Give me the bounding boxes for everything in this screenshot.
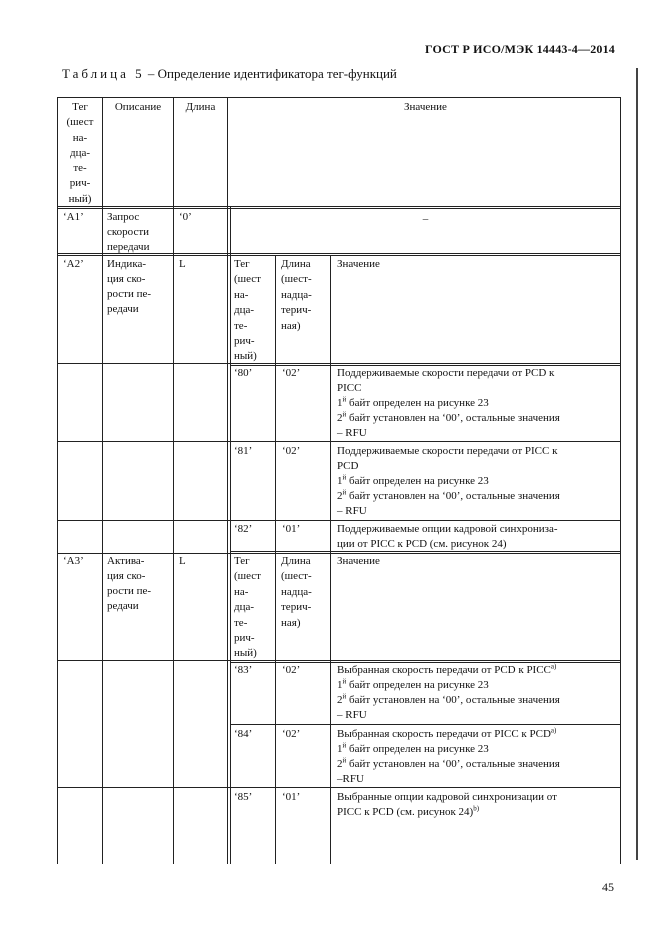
- row-a2-tag: ‘A2’: [63, 258, 84, 270]
- row-a1-description: Запрос скорости передачи: [107, 211, 150, 253]
- page-number: 45: [602, 880, 614, 894]
- sub-row-length: ‘01’: [282, 523, 301, 535]
- col-header-length: Длина: [185, 101, 216, 113]
- sub-row-tag: ‘80’: [234, 367, 253, 379]
- sub-row-length: ‘02’: [282, 728, 301, 740]
- row-a1-tag: ‘A1’: [63, 211, 84, 223]
- table-caption: [62, 66, 397, 82]
- sub-header-value: Значение: [337, 258, 380, 270]
- sub-header-length: Длина (шест- надца- терич- ная): [281, 555, 312, 629]
- sub-header-value: Значение: [337, 555, 380, 567]
- sub-row-value: Выбранная скорость передачи от PCD к PICC$^{a)}$ $1^й$ байт определен на рисунке 23 $2^й$ байт установлен на ‘00’, остальные значения – RFU: [337, 662, 560, 721]
- row-a3-tag: ‘A3’: [63, 555, 84, 567]
- sub-row-value: Поддерживаемые скорости передачи от PICC к PCD $1^й$ байт определен на рисунке 23 $2^й$ байт установлен на ‘00’, остальные значения – RFU: [337, 445, 560, 517]
- row-a3-description: Актива- ция ско- рости пе- редачи: [107, 555, 152, 612]
- row-a3-length: L: [179, 555, 186, 567]
- revision-bar: [636, 68, 638, 304]
- sub-row-value: Поддерживаемые скорости передачи от PCD к PICC $1^й$ байт определен на рисунке 23 $2^й$ байт установлен на ‘00’, остальные значения – RFU: [337, 367, 560, 439]
- revision-bar: [636, 304, 638, 860]
- sub-row-length: ‘01’: [282, 791, 301, 803]
- sub-row-tag: ‘83’: [234, 664, 253, 676]
- document-code: ГОСТ Р ИСО/МЭК 14443-4—2014: [424, 42, 615, 56]
- row-a2-description: Индика- ция ско- рости пе- редачи: [107, 258, 152, 315]
- table-caption-title: Определение идентификатора тег-функций: [157, 66, 397, 81]
- sub-header-tag: Тег (шест на- дца- те- рич- ный): [234, 258, 261, 363]
- sub-header-length: Длина (шест- надца- терич- ная): [281, 258, 312, 332]
- sub-row-length: ‘02’: [282, 664, 301, 676]
- row-a2-length: L: [179, 258, 186, 270]
- col-header-description: Описание: [114, 101, 162, 113]
- sub-row-value: Поддерживаемые опции кадровой синхрониза- ции от PICC к PCD (см. рисунок 24): [337, 523, 558, 550]
- sub-row-tag: ‘84’: [234, 728, 253, 740]
- sub-row-tag: ‘82’: [234, 523, 253, 535]
- table-caption-sep: –: [147, 66, 155, 81]
- sub-row-tag: ‘81’: [234, 445, 253, 457]
- row-a1-value: –: [422, 213, 429, 225]
- sub-header-tag: Тег (шест на- дца- те- рич- ный): [234, 555, 261, 660]
- sub-row-length: ‘02’: [282, 367, 301, 379]
- sub-row-length: ‘02’: [282, 445, 301, 457]
- sub-row-tag: ‘85’: [234, 791, 253, 803]
- sub-row-value: Выбранная скорость передачи от PICC к PCD$^{a)}$ $1^й$ байт определен на рисунке 23 $2^й$ байт установлен на ‘00’, остальные значения –RFU: [337, 726, 560, 785]
- sub-row-value: Выбранные опции кадровой синхронизации от PICC к PCD (см. рисунок 24)$^{b)}$: [337, 791, 557, 818]
- table-caption-label: Таблица 5: [62, 66, 145, 81]
- row-a1-length: ‘0’: [179, 211, 192, 223]
- col-header-value: Значение: [404, 101, 447, 113]
- col-header-tag: Тег (шест на- дца- те- рич- ный): [66, 101, 94, 205]
